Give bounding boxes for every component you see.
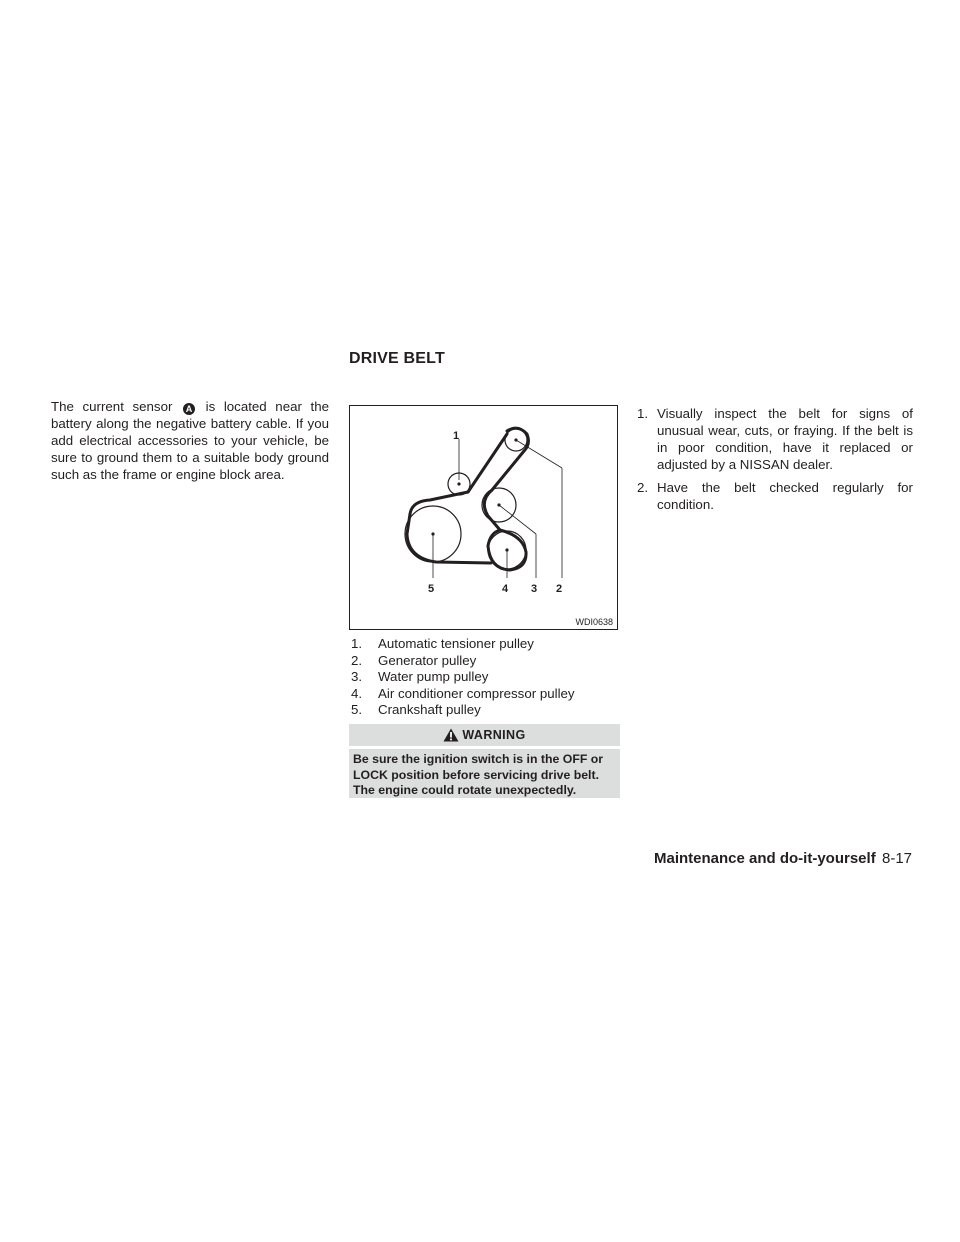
warning-triangle-icon (443, 728, 459, 742)
drive-belt-diagram (349, 405, 618, 630)
current-sensor-paragraph (51, 398, 329, 483)
callout-label-4: 4 (502, 583, 509, 595)
callout-label-1: 1 (453, 430, 460, 442)
legend-item: 1. Automatic tensioner pulley (351, 636, 534, 651)
callout-label-2: 2 (556, 583, 563, 595)
belt-routing-illustration (350, 406, 619, 631)
intro-text-start: The current sensor (51, 399, 173, 414)
callout-a-marker: A (183, 403, 195, 415)
figure-code: WDI0638 (575, 617, 613, 627)
warning-header (349, 724, 620, 746)
step-item: 1. Visually inspect the belt for signs of unusual wear, cuts, or fraying. If the belt is in poor condition, have it replaced or adjusted by a NISSAN dealer. (637, 406, 913, 472)
step-item: 2. Have the belt checked regularly for condition. (637, 480, 913, 512)
callout-label-3: 3 (531, 583, 538, 595)
section-title: DRIVE BELT (349, 350, 445, 367)
callout-label-5: 5 (428, 583, 435, 595)
legend-item: 2. Generator pulley (351, 652, 477, 668)
leader-line-3 (499, 505, 536, 534)
legend-item: 5. Crankshaft pulley (351, 702, 481, 718)
inspection-steps (637, 405, 913, 519)
warning-title: WARNING (462, 728, 526, 742)
warning-text: Be sure the ignition switch is in the OFF or LOCK position before servicing drive belt. The engine could rotate unexpectedly. (349, 749, 620, 798)
intro-text-end: is located near the battery along the negative battery cable. If you add electrical accessories to your vehicle, be sure to ground them to a suitable body ground such as the frame or engine block area. (51, 399, 329, 482)
legend-item: 4. Air conditioner compressor pulley (351, 685, 575, 701)
legend-item: 3. Water pump pulley (351, 669, 489, 685)
footer-chapter-title: Maintenance and do-it-yourself (654, 850, 876, 867)
footer-page-number: 8-17 (882, 850, 913, 867)
pulley-legend (351, 636, 621, 719)
